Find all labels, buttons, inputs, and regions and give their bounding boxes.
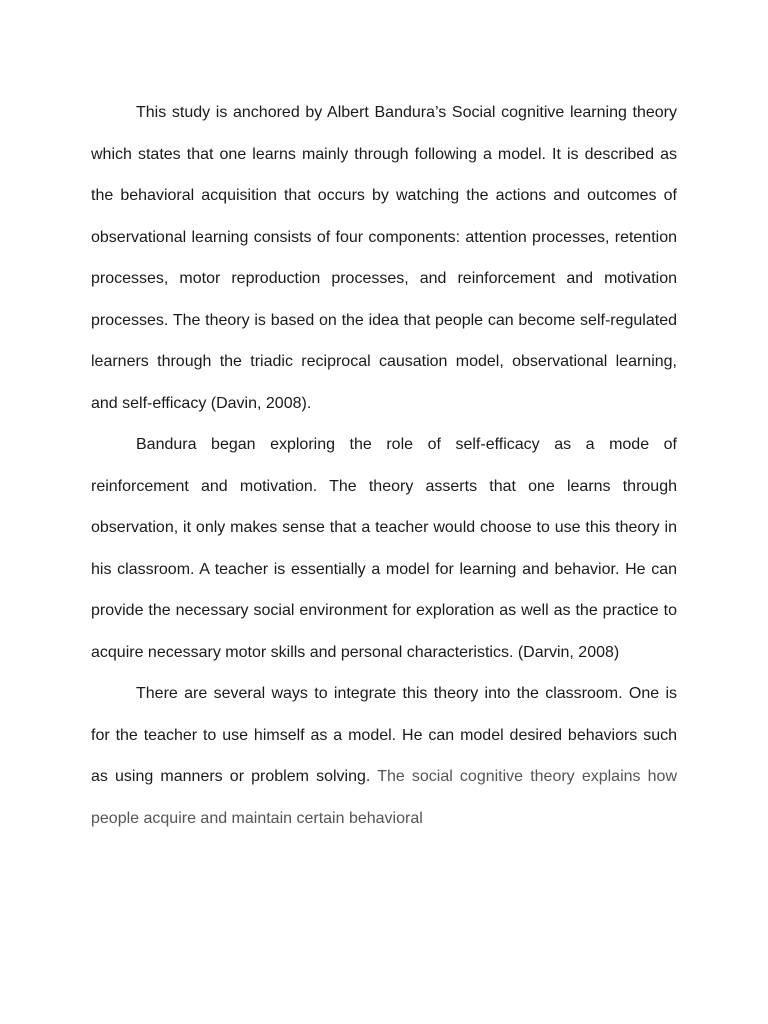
paragraph-3: [91, 673, 677, 839]
paragraph-3-faded-text: The social cognitive theory explains how people acquire and maintain certain behavioral: [91, 768, 677, 827]
paragraph-1: This study is anchored by Albert Bandura’s Social cognitive learning theory which states that one learns mainly through following a model. It is described as the behavioral acquisition that occurs by watching the actions and outcomes of observational learning consists of four components: attention processes, retention processes, motor reproduction processes, and reinforcement and motivation processes. The theory is based on the idea that people can become self-regulated learners through the triadic reciprocal causation model, observational learning, and self-efficacy (Davin, 2008).: [91, 104, 677, 412]
document-body: [91, 92, 677, 839]
paragraph-2: Bandura began exploring the role of self-efficacy as a mode of reinforcement and motivation. The theory asserts that one learns through observation, it only makes sense that a teacher would choose to use this theory in his classroom. A teacher is essentially a model for learning and behavior. He can provide the necessary social environment for exploration as well as the practice to acquire necessary motor skills and personal characteristics. (Darvin, 2008): [91, 436, 677, 661]
paragraph-3-text: There are several ways to integrate this theory into the classroom. One is for the teacher to use himself as a model. He can model desired behaviors such as using manners or problem solving.: [91, 685, 677, 785]
